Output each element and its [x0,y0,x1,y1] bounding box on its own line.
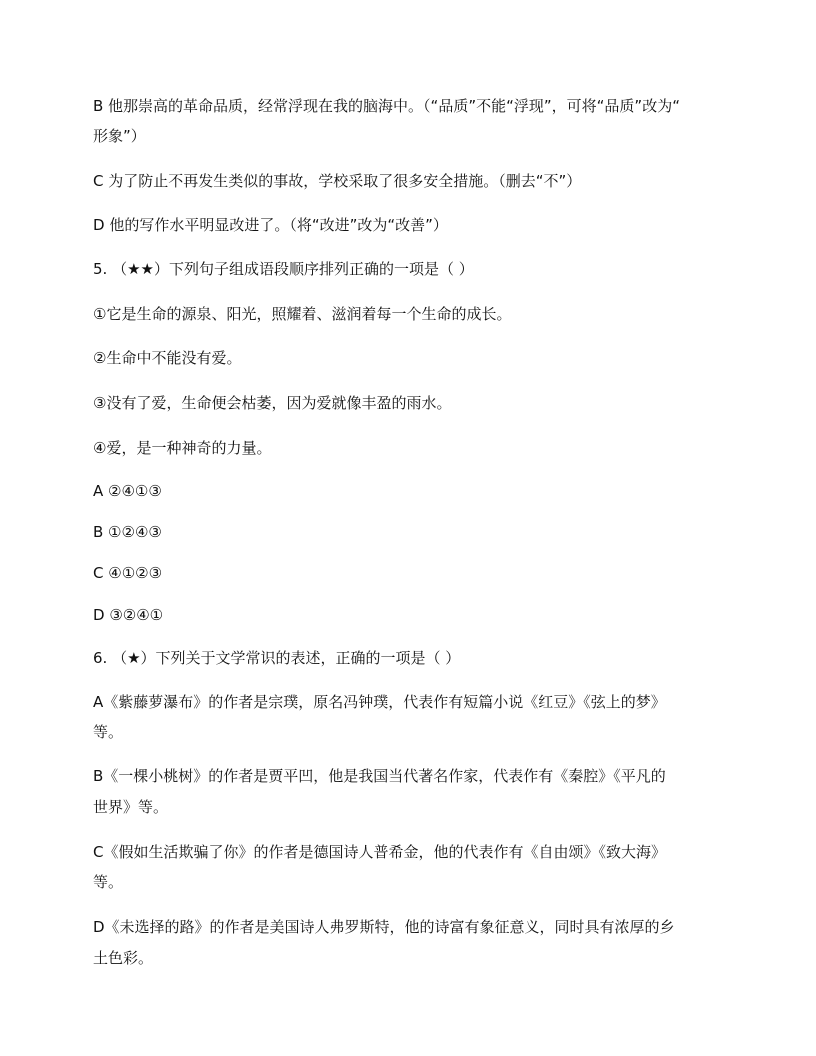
q6-option-c-line2: 等。 [93,873,124,891]
q6-option-b-line2: 世界》等。 [93,798,169,816]
q4-option-c: C 为了防止不再发生类似的事故，学校采取了很多安全措施。（删去“不”） [93,172,582,190]
q6-stem: 6. （★）下列关于文学常识的表述，正确的一项是（ ） [93,649,461,667]
q4-option-b-line1: B 他那崇高的革命品质，经常浮现在我的脑海中。（“品质”不能“浮现”，可将“品质”改为“ [93,97,680,115]
q5-sentence-4: ④爱，是一种神奇的力量。 [93,439,272,457]
q5-stem: 5. （★★）下列句子组成语段顺序排列正确的一项是（ ） [93,260,474,278]
q5-sentence-3: ③没有了爱，生命便会枯萎，因为爱就像丰盈的雨水。 [93,394,452,412]
q6-option-a-line2: 等。 [93,723,124,741]
q6-option-b-line1: B《一棵小桃树》的作者是贾平凹，他是我国当代著名作家，代表作有《秦腔》《平凡的 [93,767,666,785]
q6-option-a-line1: A《紫藤萝瀑布》的作者是宗璞，原名冯钟璞，代表作有短篇小说《红豆》《弦上的梦》 [93,693,666,711]
q5-option-b: B ①②④③ [93,523,162,541]
q6-option-c-line1: C《假如生活欺骗了你》的作者是德国诗人普希金，他的代表作有《自由颂》《致大海》 [93,843,666,861]
q5-option-c: C ④①②③ [93,564,163,582]
q4-option-d: D 他的写作水平明显改进了。（将“改进”改为“改善”） [93,216,448,234]
q5-sentence-2: ②生命中不能没有爱。 [93,349,242,367]
q5-option-d: D ③②④① [93,606,164,624]
q6-option-d-line1: D《未选择的路》的作者是美国诗人弗罗斯特，他的诗富有象征意义，同时具有浓厚的乡 [93,918,675,936]
q4-option-b-line2: 形象”） [93,127,146,145]
q5-sentence-1: ①它是生命的源泉、阳光，照耀着、滋润着每一个生命的成长。 [93,305,512,323]
q5-option-a: A ②④①③ [93,482,162,500]
q6-option-d-line2: 土色彩。 [93,949,154,967]
